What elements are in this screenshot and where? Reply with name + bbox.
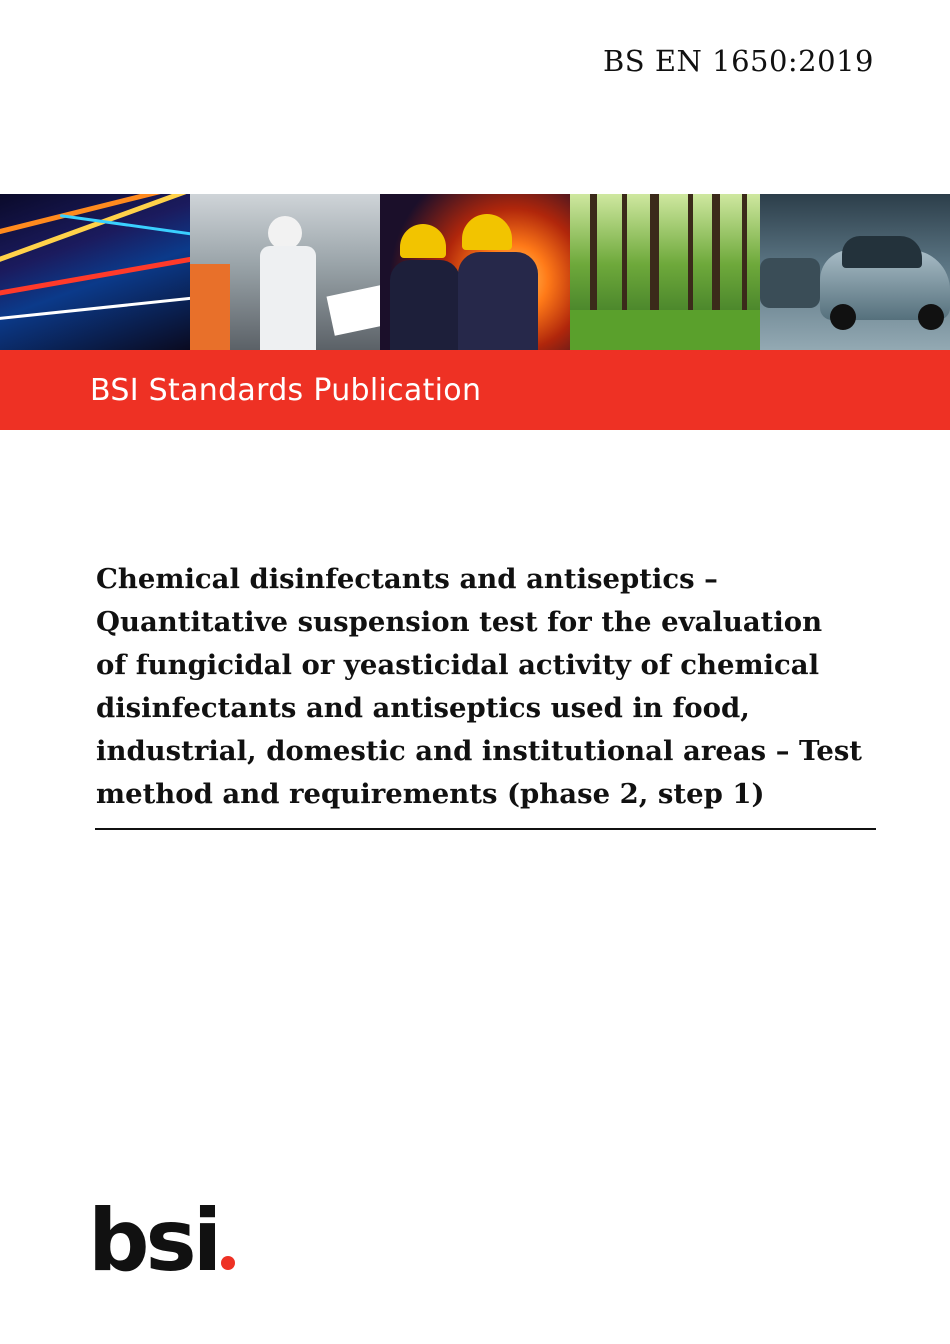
title-line: industrial, domestic and institutional areas – Test <box>96 735 863 767</box>
document-title <box>96 558 876 816</box>
title-line: Chemical disinfectants and antiseptics – <box>96 563 718 595</box>
warehouse-worker-photo <box>190 194 380 350</box>
car-production-photo <box>760 194 950 350</box>
title-line: Quantitative suspension test for the evaluation <box>96 606 823 638</box>
title-underline-divider <box>95 828 876 830</box>
firefighters-photo <box>380 194 570 350</box>
title-line: disinfectants and antiseptics used in food, <box>96 692 750 724</box>
publication-type-band <box>0 350 950 430</box>
banner-photo-strip <box>0 194 950 350</box>
light-trails-photo <box>0 194 190 350</box>
title-line: of fungicidal or yeasticidal activity of chemical <box>96 649 820 681</box>
bsi-logo-red-dot <box>221 1256 235 1270</box>
forest-photo <box>570 194 760 350</box>
bsi-logo <box>88 1191 235 1291</box>
standard-number: BS EN 1650:2019 <box>602 44 874 78</box>
bsi-logo-text: bsi <box>88 1191 219 1291</box>
publication-type-label: BSI Standards Publication <box>90 372 482 408</box>
title-line: method and requirements (phase 2, step 1) <box>96 778 765 810</box>
